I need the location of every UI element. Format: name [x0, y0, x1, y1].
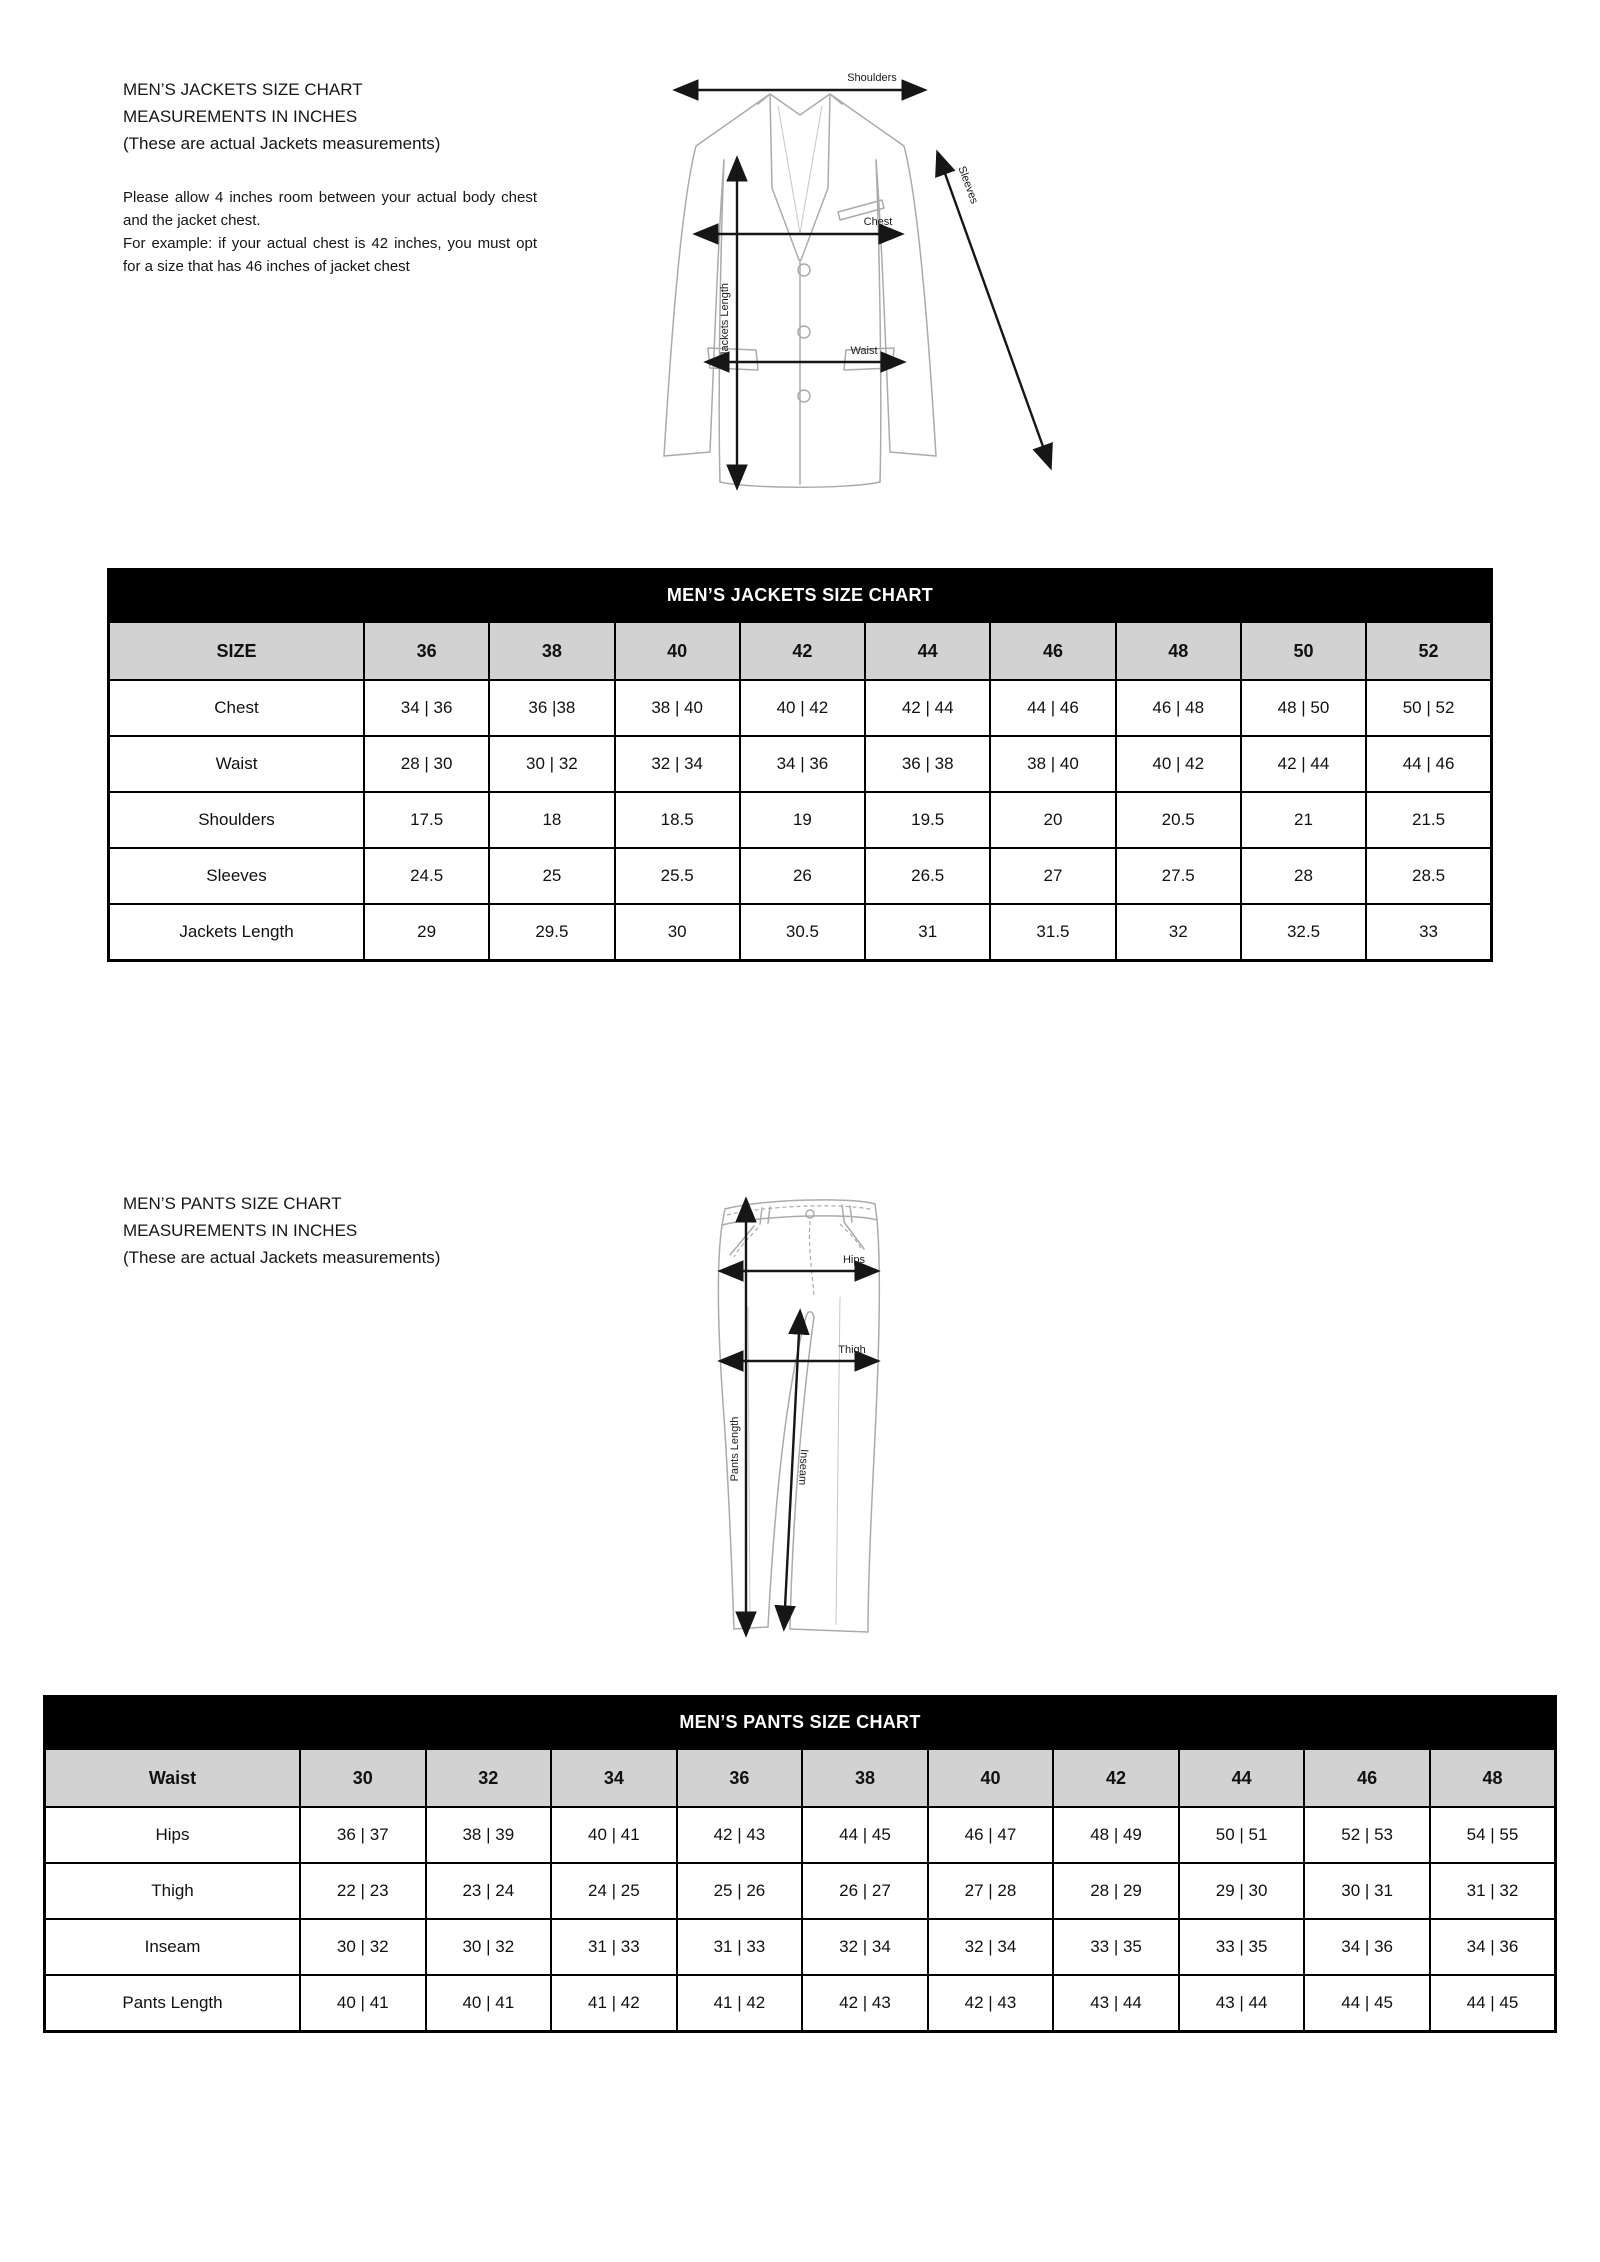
- row-label-cell: Shoulders: [109, 792, 365, 848]
- value-cell: 25.5: [615, 848, 740, 904]
- table-row: [45, 1863, 1556, 1919]
- value-cell: 43 | 44: [1053, 1975, 1179, 2032]
- value-cell: 25: [489, 848, 614, 904]
- value-cell: 31 | 32: [1430, 1863, 1556, 1919]
- pants-heading-line: MEN’S PANTS SIZE CHART: [123, 1194, 342, 1213]
- header-size-cell: 36: [677, 1749, 803, 1808]
- row-label-cell: Pants Length: [45, 1975, 301, 2032]
- size-table: [43, 1747, 1557, 2033]
- row-label-cell: Chest: [109, 680, 365, 736]
- value-cell: 27: [990, 848, 1115, 904]
- table-row: [45, 1975, 1556, 2032]
- value-cell: 21: [1241, 792, 1366, 848]
- value-cell: 28: [1241, 848, 1366, 904]
- table-row: [109, 848, 1492, 904]
- value-cell: 41 | 42: [677, 1975, 803, 2032]
- value-cell: 50 | 52: [1366, 680, 1491, 736]
- header-size-cell: 52: [1366, 622, 1491, 681]
- value-cell: 40 | 42: [1116, 736, 1241, 792]
- inseam-measure-label: Inseam: [796, 1448, 810, 1486]
- header-label-cell: Waist: [45, 1749, 301, 1808]
- value-cell: 40 | 41: [426, 1975, 552, 2032]
- value-cell: 33: [1366, 904, 1491, 961]
- value-cell: 29 | 30: [1179, 1863, 1305, 1919]
- jackets-note-paragraph: Please allow 4 inches room between your actual body chest and the jacket chest.: [123, 189, 537, 229]
- table-title: MEN’S PANTS SIZE CHART: [43, 1695, 1557, 1747]
- value-cell: 32 | 34: [802, 1919, 928, 1975]
- value-cell: 33 | 35: [1179, 1919, 1305, 1975]
- pants-heading-line: MEASUREMENTS IN INCHES: [123, 1221, 358, 1240]
- header-size-cell: 46: [1304, 1749, 1430, 1808]
- table-row: [109, 680, 1492, 736]
- value-cell: 52 | 53: [1304, 1807, 1430, 1863]
- value-cell: 34 | 36: [1304, 1919, 1430, 1975]
- value-cell: 21.5: [1366, 792, 1491, 848]
- jackets-note: [123, 186, 537, 278]
- value-cell: 41 | 42: [551, 1975, 677, 2032]
- row-label-cell: Waist: [109, 736, 365, 792]
- pants-measurement-diagram: [692, 1177, 992, 1667]
- value-cell: 26.5: [865, 848, 990, 904]
- value-cell: 29.5: [489, 904, 614, 961]
- value-cell: 44 | 45: [1304, 1975, 1430, 2032]
- value-cell: 26 | 27: [802, 1863, 928, 1919]
- value-cell: 19.5: [865, 792, 990, 848]
- sleeves-measure-label: Sleeves: [955, 164, 981, 206]
- table-row: [109, 736, 1492, 792]
- header-row: [45, 1749, 1556, 1808]
- value-cell: 27.5: [1116, 848, 1241, 904]
- value-cell: 31: [865, 904, 990, 961]
- value-cell: 27 | 28: [928, 1863, 1054, 1919]
- jacket-measure-arrows: [677, 72, 1050, 486]
- header-size-cell: 48: [1116, 622, 1241, 681]
- jackets-size-chart-table: [107, 568, 1493, 962]
- value-cell: 32.5: [1241, 904, 1366, 961]
- value-cell: 54 | 55: [1430, 1807, 1556, 1863]
- value-cell: 28 | 30: [364, 736, 489, 792]
- table-title: MEN’S JACKETS SIZE CHART: [107, 568, 1493, 620]
- row-label-cell: Jackets Length: [109, 904, 365, 961]
- value-cell: 34 | 36: [364, 680, 489, 736]
- table-row: [45, 1919, 1556, 1975]
- chest-measure-label: Chest: [863, 216, 893, 228]
- value-cell: 18: [489, 792, 614, 848]
- pants-length-measure-label: Pants Length: [729, 1416, 741, 1482]
- value-cell: 44 | 45: [1430, 1975, 1556, 2032]
- pants-heading-line: (These are actual Jackets measurements): [123, 1248, 441, 1267]
- jackets-heading-line: (These are actual Jackets measurements): [123, 134, 441, 153]
- header-size-cell: 34: [551, 1749, 677, 1808]
- header-size-cell: 36: [364, 622, 489, 681]
- value-cell: 48 | 49: [1053, 1807, 1179, 1863]
- header-size-cell: 48: [1430, 1749, 1556, 1808]
- value-cell: 42 | 44: [1241, 736, 1366, 792]
- value-cell: 40 | 41: [551, 1807, 677, 1863]
- value-cell: 36 | 37: [300, 1807, 426, 1863]
- row-label-cell: Hips: [45, 1807, 301, 1863]
- value-cell: 31 | 33: [551, 1919, 677, 1975]
- value-cell: 33 | 35: [1053, 1919, 1179, 1975]
- value-cell: 38 | 39: [426, 1807, 552, 1863]
- header-size-cell: 30: [300, 1749, 426, 1808]
- row-label-cell: Thigh: [45, 1863, 301, 1919]
- value-cell: 44 | 45: [802, 1807, 928, 1863]
- value-cell: 20.5: [1116, 792, 1241, 848]
- value-cell: 30 | 32: [489, 736, 614, 792]
- value-cell: 40 | 41: [300, 1975, 426, 2032]
- header-size-cell: 44: [1179, 1749, 1305, 1808]
- value-cell: 50 | 51: [1179, 1807, 1305, 1863]
- header-size-cell: 50: [1241, 622, 1366, 681]
- value-cell: 22 | 23: [300, 1863, 426, 1919]
- value-cell: 17.5: [364, 792, 489, 848]
- pants-size-chart-table: [43, 1695, 1557, 2033]
- value-cell: 30.5: [740, 904, 865, 961]
- value-cell: 42 | 43: [802, 1975, 928, 2032]
- value-cell: 31 | 33: [677, 1919, 803, 1975]
- value-cell: 42 | 44: [865, 680, 990, 736]
- value-cell: 23 | 24: [426, 1863, 552, 1919]
- value-cell: 40 | 42: [740, 680, 865, 736]
- value-cell: 43 | 44: [1179, 1975, 1305, 2032]
- jackets-heading-line: MEN’S JACKETS SIZE CHART: [123, 80, 363, 99]
- value-cell: 30 | 32: [426, 1919, 552, 1975]
- thigh-measure-label: Thigh: [838, 1344, 866, 1356]
- value-cell: 24 | 25: [551, 1863, 677, 1919]
- shoulders-measure-label: Shoulders: [847, 72, 897, 84]
- row-label-cell: Sleeves: [109, 848, 365, 904]
- value-cell: 36 | 38: [865, 736, 990, 792]
- value-cell: 48 | 50: [1241, 680, 1366, 736]
- header-size-cell: 32: [426, 1749, 552, 1808]
- jackets-length-measure-label: Jackets Length: [719, 283, 731, 357]
- jackets-note-paragraph: For example: if your actual chest is 42 inches, you must opt for a size that has 46 inches of jacket chest: [123, 235, 537, 275]
- value-cell: 28.5: [1366, 848, 1491, 904]
- jacket-outline-drawing: [664, 94, 936, 487]
- table-row: [45, 1807, 1556, 1863]
- value-cell: 32 | 34: [615, 736, 740, 792]
- pants-heading: [123, 1190, 440, 1271]
- value-cell: 32 | 34: [928, 1919, 1054, 1975]
- value-cell: 24.5: [364, 848, 489, 904]
- jacket-measurement-diagram: [620, 58, 1100, 538]
- row-label-cell: Inseam: [45, 1919, 301, 1975]
- header-size-cell: 44: [865, 622, 990, 681]
- value-cell: 30: [615, 904, 740, 961]
- header-size-cell: 38: [489, 622, 614, 681]
- value-cell: 19: [740, 792, 865, 848]
- value-cell: 34 | 36: [740, 736, 865, 792]
- header-size-cell: 46: [990, 622, 1115, 681]
- header-size-cell: 38: [802, 1749, 928, 1808]
- value-cell: 32: [1116, 904, 1241, 961]
- value-cell: 29: [364, 904, 489, 961]
- value-cell: 30 | 31: [1304, 1863, 1430, 1919]
- value-cell: 38 | 40: [990, 736, 1115, 792]
- jackets-heading: [123, 76, 440, 157]
- header-size-cell: 42: [740, 622, 865, 681]
- value-cell: 25 | 26: [677, 1863, 803, 1919]
- value-cell: 31.5: [990, 904, 1115, 961]
- header-row: [109, 622, 1492, 681]
- value-cell: 42 | 43: [928, 1975, 1054, 2032]
- waist-measure-label: Waist: [850, 345, 878, 357]
- header-size-cell: 42: [1053, 1749, 1179, 1808]
- header-label-cell: SIZE: [109, 622, 365, 681]
- value-cell: 34 | 36: [1430, 1919, 1556, 1975]
- value-cell: 36 |38: [489, 680, 614, 736]
- table-row: [109, 904, 1492, 961]
- value-cell: 28 | 29: [1053, 1863, 1179, 1919]
- header-size-cell: 40: [615, 622, 740, 681]
- value-cell: 38 | 40: [615, 680, 740, 736]
- header-size-cell: 40: [928, 1749, 1054, 1808]
- value-cell: 42 | 43: [677, 1807, 803, 1863]
- value-cell: 44 | 46: [1366, 736, 1491, 792]
- value-cell: 46 | 48: [1116, 680, 1241, 736]
- size-table: [107, 620, 1493, 962]
- value-cell: 44 | 46: [990, 680, 1115, 736]
- value-cell: 30 | 32: [300, 1919, 426, 1975]
- value-cell: 18.5: [615, 792, 740, 848]
- jackets-heading-line: MEASUREMENTS IN INCHES: [123, 107, 358, 126]
- table-row: [109, 792, 1492, 848]
- value-cell: 26: [740, 848, 865, 904]
- value-cell: 20: [990, 792, 1115, 848]
- hips-measure-label: Hips: [842, 1254, 866, 1266]
- pants-measure-arrows: [722, 1201, 876, 1633]
- value-cell: 46 | 47: [928, 1807, 1054, 1863]
